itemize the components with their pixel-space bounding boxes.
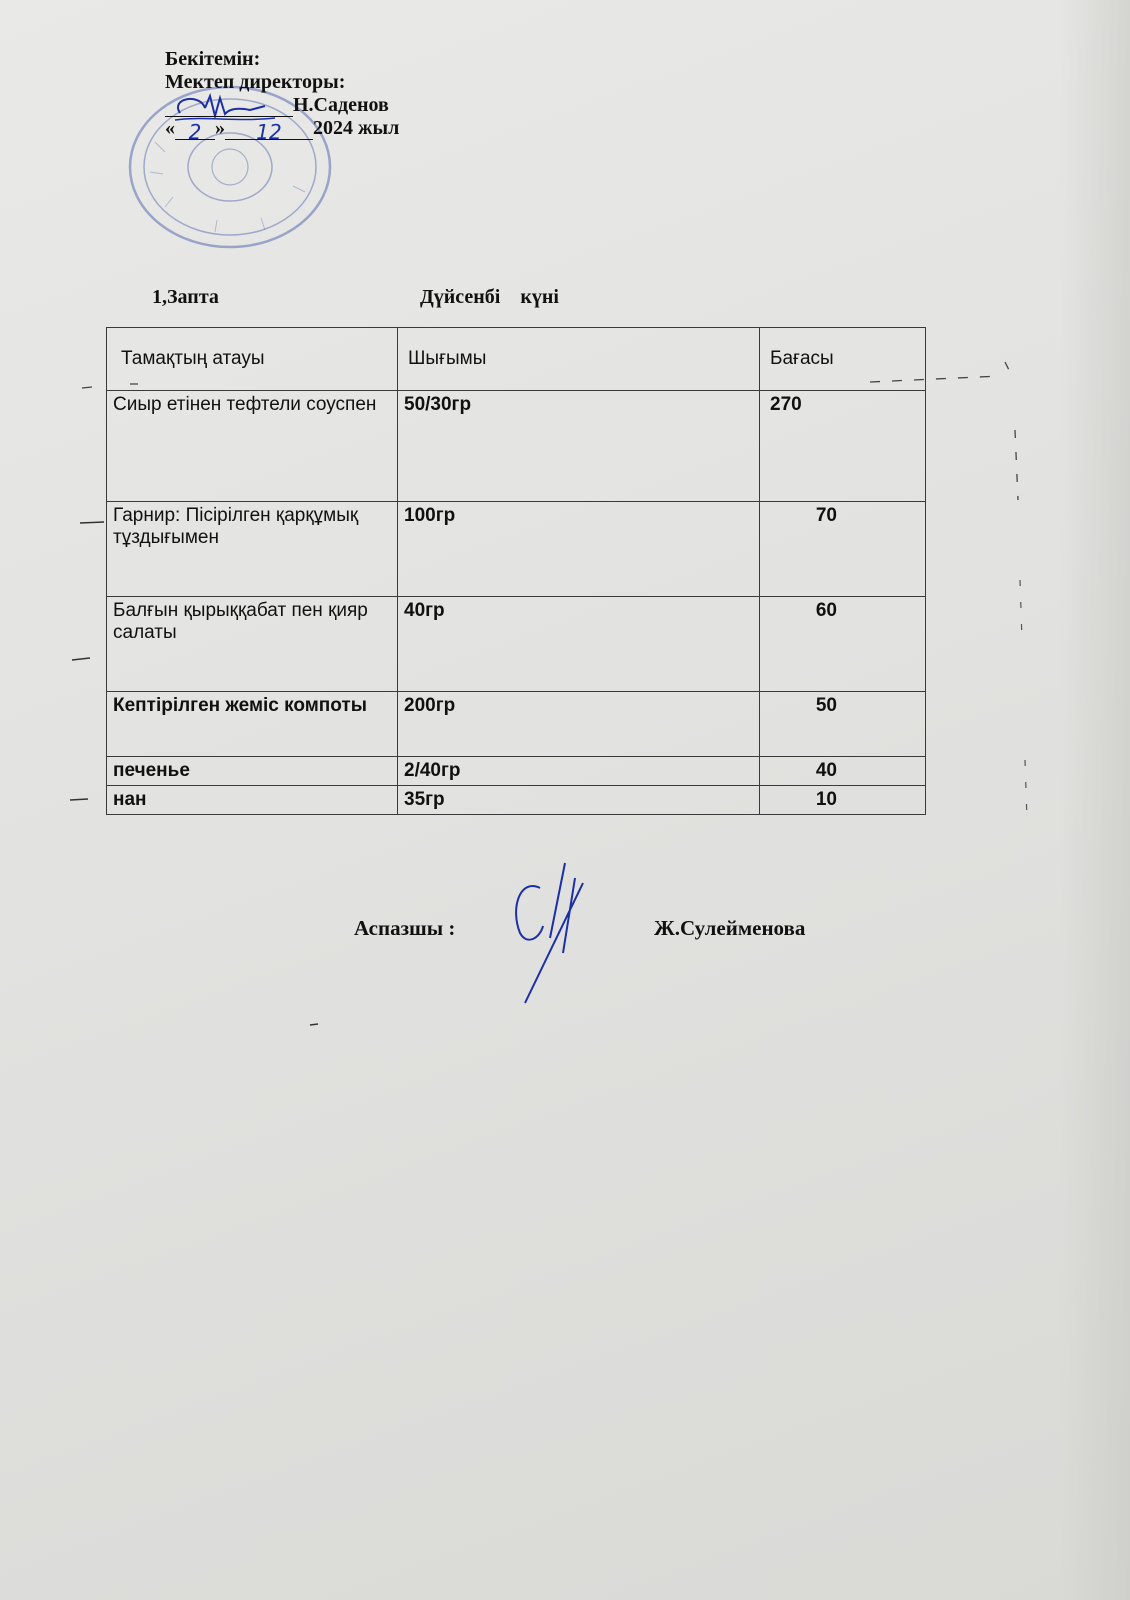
cook-role: Аспазшы : (354, 916, 456, 940)
table-row (107, 502, 926, 597)
approval-block (165, 48, 400, 144)
dish-name: Сиыр етінен тефтели соуспен (107, 391, 398, 502)
menu-table (106, 327, 926, 815)
table-row (107, 597, 926, 692)
cook-name: Ж.Сулейменова (654, 916, 806, 940)
table-header-row (107, 328, 926, 391)
dish-portion: 35гр (398, 786, 760, 815)
dish-price: 270 (760, 391, 926, 502)
approval-date (165, 117, 400, 144)
table-row (107, 692, 926, 757)
date-year: 2024 жыл (313, 117, 400, 139)
dish-price: 60 (760, 597, 926, 692)
date-month: 12 (225, 121, 313, 140)
signature-blank (165, 98, 293, 117)
dish-portion: 100гр (398, 502, 760, 597)
dish-name: Кептірілген жеміс компоты (107, 692, 398, 757)
approval-title: Бекітемін: (165, 48, 261, 70)
dish-portion: 200гр (398, 692, 760, 757)
director-name: Н.Саденов (293, 94, 389, 116)
dish-name: Балғын қырыққабат пен қияр салаты (107, 597, 398, 692)
date-open-quote: « (165, 117, 175, 139)
dish-name: Гарнир: Пісірілген қарқұмық тұздығымен (107, 502, 398, 597)
dish-portion: 2/40гр (398, 757, 760, 786)
cook-signature (505, 858, 595, 1008)
header-name: Тамақтың атауы (107, 328, 398, 391)
dish-price: 70 (760, 502, 926, 597)
dish-name: печенье (107, 757, 398, 786)
paper-edge-shadow (1060, 0, 1130, 1600)
table-row (107, 757, 926, 786)
dish-price: 50 (760, 692, 926, 757)
date-day: 2 (175, 121, 215, 140)
header-price: Бағасы (760, 328, 926, 391)
schedule-line (152, 286, 559, 309)
approval-position: Мектеп директоры: (165, 71, 346, 93)
week-label: 1,Запта (152, 286, 219, 308)
header-portion: Шығымы (398, 328, 760, 391)
director-line (165, 94, 399, 117)
day-label: Дүйсенбі күні (420, 286, 559, 308)
table-row (107, 391, 926, 502)
dish-portion: 40гр (398, 597, 760, 692)
dish-name: нан (107, 786, 398, 815)
date-close-quote: » (215, 117, 225, 139)
table-row (107, 786, 926, 815)
dish-price: 40 (760, 757, 926, 786)
dish-price: 10 (760, 786, 926, 815)
dish-portion: 50/30гр (398, 391, 760, 502)
